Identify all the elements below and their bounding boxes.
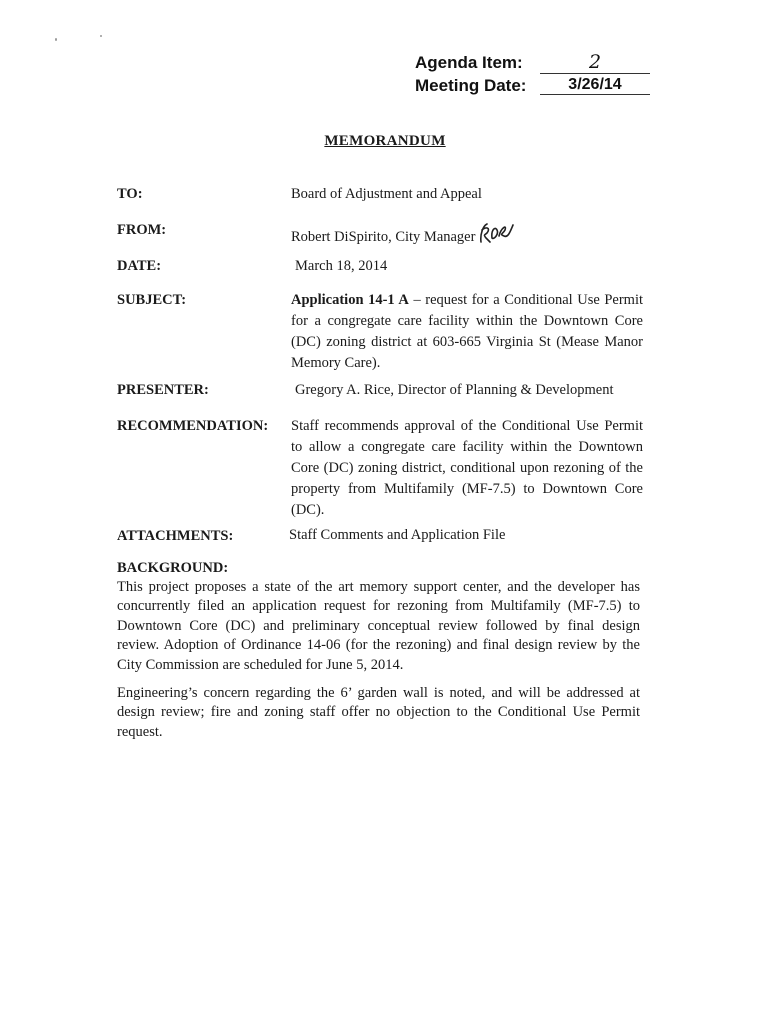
- from-value: [291, 220, 515, 248]
- background-paragraph-2: Engineering’s concern regarding the 6’ garden wall is noted, and will be addressed at design review; fire and zoning staff offer no objection to the Conditional Use Permit request.: [117, 685, 640, 740]
- date-value: March 18, 2014: [295, 258, 388, 274]
- background-paragraph-1: This project proposes a state of the art memory support center, and the developer has concurrently filed an application request for rezoning from Multifamily (MF-7.5) to Downtown Core (DC) and preliminary conceptual review followed by final design review. Adoption of Ordinance 14-06 (for the rezoning) and final design review by the City Commission are scheduled for June 5, 2014.: [117, 579, 640, 673]
- to-value: Board of Adjustment and Appeal: [291, 186, 482, 202]
- presenter-value: Gregory A. Rice, Director of Planning & Development: [295, 382, 614, 398]
- meeting-date-label: Meeting Date:: [415, 76, 527, 95]
- attachments-label: ATTACHMENTS:: [117, 528, 234, 544]
- date-label: DATE:: [117, 258, 162, 274]
- recommendation-value: Staff recommends approval of the Conditional Use Permit to allow a congregate care facility within the Downtown Core (DC) zoning district, conditional upon rezoning of the property from Multifamily (MF-7.5) to Downtown Core (DC).: [291, 418, 643, 518]
- subject-label: SUBJECT:: [117, 292, 187, 308]
- from-label: FROM:: [117, 222, 167, 238]
- subject-description: – request for a Conditional Use Permit for a congregate care facility within the Downtown Core (DC) zoning district at 603-665 Virginia St (Mease Manor Memory Care).: [291, 292, 644, 371]
- agenda-item-label: Agenda Item:: [415, 53, 523, 72]
- meeting-date-value: 3/26/14: [540, 76, 650, 95]
- from-name: Robert DiSpirito, City Manager: [291, 229, 476, 245]
- subject-application-id: Application 14-1 A: [291, 292, 409, 308]
- memo-title: MEMORANDUM: [324, 133, 446, 149]
- scan-speck: [55, 38, 57, 41]
- attachments-value: Staff Comments and Application File: [289, 527, 506, 543]
- to-label: TO:: [117, 186, 143, 202]
- subject-value: [291, 290, 643, 374]
- presenter-label: PRESENTER:: [117, 382, 209, 398]
- signature-initials-icon: [477, 220, 515, 246]
- background-heading: BACKGROUND:: [117, 560, 229, 576]
- recommendation-label: RECOMMENDATION:: [117, 418, 269, 434]
- scan-speck: [100, 35, 102, 37]
- agenda-item-value: 2: [540, 53, 650, 74]
